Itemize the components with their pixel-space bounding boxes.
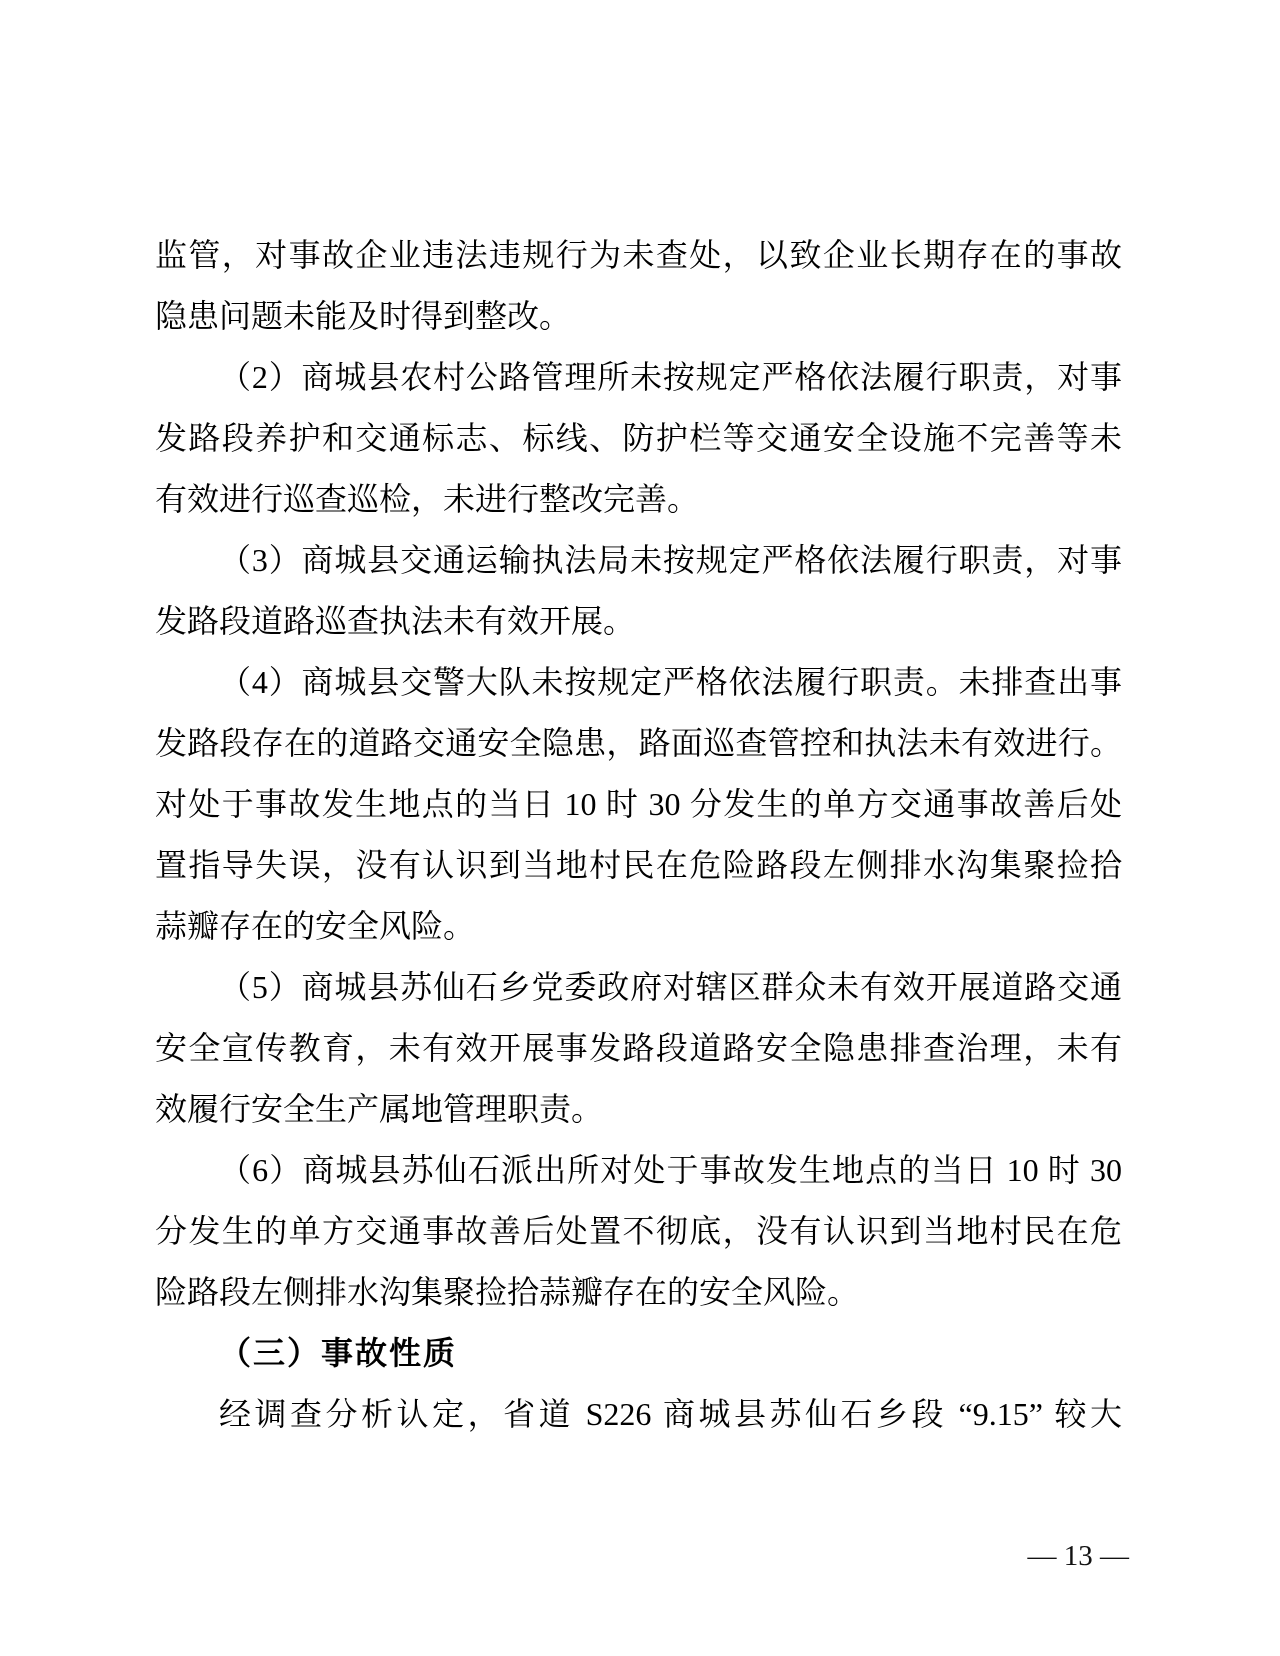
paragraph-line: 险路段左侧排水沟集聚捡拾蒜瓣存在的安全风险。 [155, 1274, 860, 1310]
paragraph-line: （4）商城县交警大队未按规定严格依法履行职责。未排查出事 [219, 664, 1122, 700]
paragraph-line: 置指导失误，没有认识到当地村民在危险路段左侧排水沟集聚捡拾 [155, 847, 1122, 883]
section-heading: （三）事故性质 [219, 1335, 458, 1371]
paragraph-line: 有效进行巡查巡检，未进行整改完善。 [155, 481, 700, 517]
paragraph-line: 蒜瓣存在的安全风险。 [155, 908, 476, 944]
paragraph-line: 发路段存在的道路交通安全隐患，路面巡查管控和执法未有效进行。 [155, 725, 1122, 761]
page-number: — 13 — [1027, 1540, 1129, 1572]
paragraph-line: 监管，对事故企业违法违规行为未查处，以致企业长期存在的事故 [155, 237, 1122, 273]
paragraph-line: 分发生的单方交通事故善后处置不彻底，没有认识到当地村民在危 [155, 1213, 1122, 1249]
paragraph-line: （5）商城县苏仙石乡党委政府对辖区群众未有效开展道路交通 [219, 969, 1122, 1005]
paragraph-line: 效履行安全生产属地管理职责。 [155, 1091, 604, 1127]
paragraph-line: 经调查分析认定，省道 S226 商城县苏仙石乡段 “9.15” 较大 [219, 1396, 1122, 1432]
paragraph-line: （2）商城县农村公路管理所未按规定严格依法履行职责，对事 [219, 359, 1122, 395]
paragraph-line: （6）商城县苏仙石派出所对处于事故发生地点的当日 10 时 30 [219, 1152, 1122, 1188]
paragraph-line: 对处于事故发生地点的当日 10 时 30 分发生的单方交通事故善后处 [155, 786, 1122, 822]
paragraph-line: 安全宣传教育，未有效开展事发路段道路安全隐患排查治理，未有 [155, 1030, 1122, 1066]
paragraph-line: 隐患问题未能及时得到整改。 [155, 298, 572, 334]
document-text-block [155, 225, 1122, 1445]
paragraph-line: 发路段养护和交通标志、标线、防护栏等交通安全设施不完善等未 [155, 420, 1122, 456]
paragraph-line: （3）商城县交通运输执法局未按规定严格依法履行职责，对事 [219, 542, 1122, 578]
paragraph-line: 发路段道路巡查执法未有效开展。 [155, 603, 636, 639]
